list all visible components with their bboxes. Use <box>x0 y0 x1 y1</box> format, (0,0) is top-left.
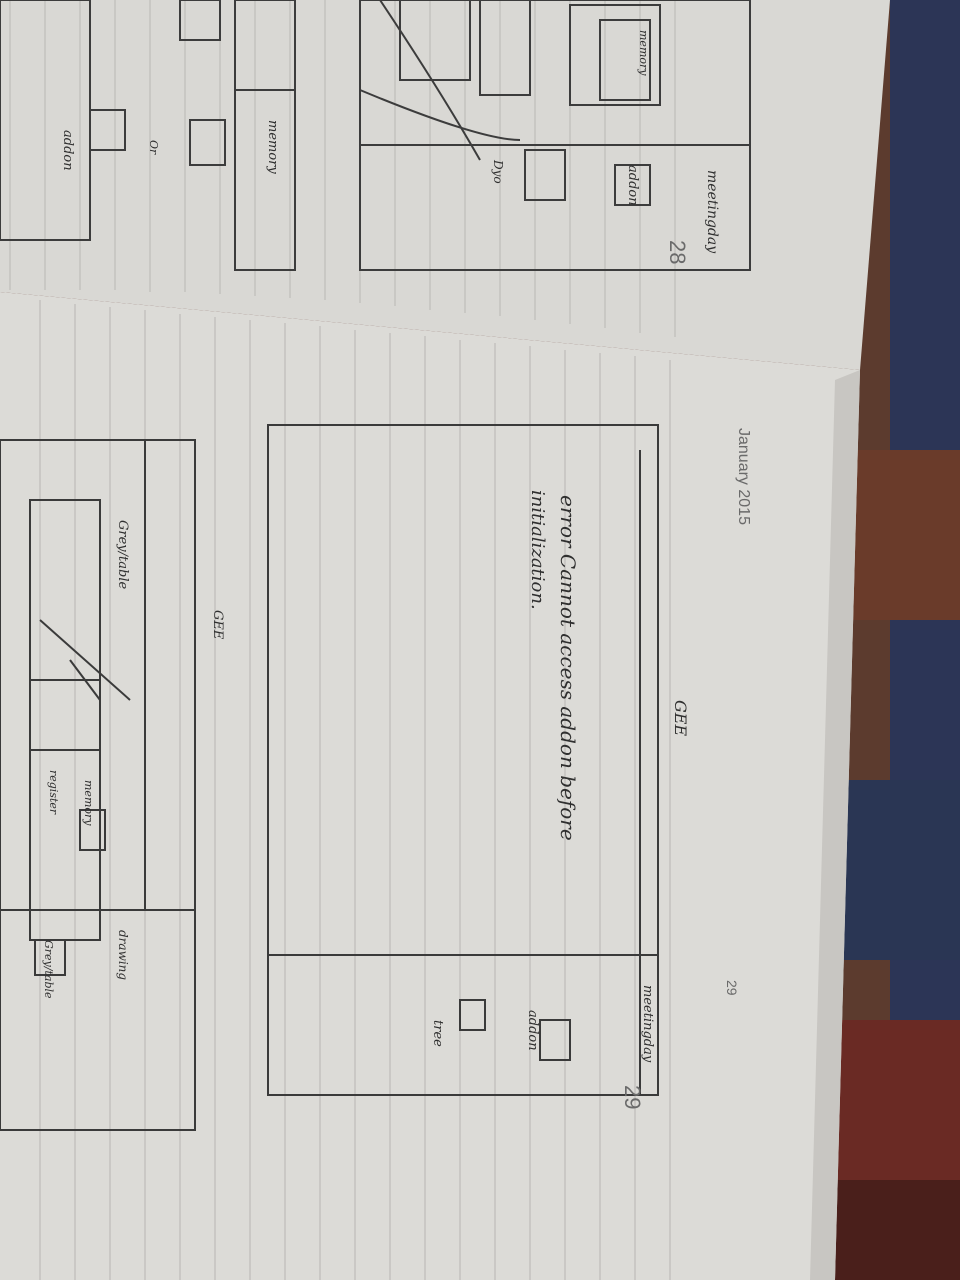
tree-label: tree <box>430 1020 445 1047</box>
lower-page-month-title: January 2015 <box>735 428 752 525</box>
lower-mini-calendar-title: 29 <box>724 980 740 996</box>
upper-memory-label: memory <box>637 30 650 76</box>
upper-memory-label-2: memory <box>265 120 280 174</box>
lower-day-number: 29 <box>620 1085 645 1110</box>
error-note-line-2: initialization. <box>527 490 548 610</box>
grey-table-label-2: Grey/table <box>42 940 55 999</box>
memory-label: memory <box>82 780 95 826</box>
register-label: register <box>47 770 60 815</box>
fabric-band-blue <box>830 780 960 960</box>
error-note-line-1: error Cannot access addon before <box>556 495 580 841</box>
upper-dyo-label: Dyo <box>491 160 505 184</box>
upper-addon-label: addon <box>625 165 640 206</box>
lower-meetingday-note: meetingday <box>640 985 655 1063</box>
upper-or-label: Or <box>147 140 160 155</box>
lower-gee-label: GEE <box>210 610 225 640</box>
upper-day-number: 28 <box>665 240 690 265</box>
upper-addon-label-2: addon <box>60 130 75 171</box>
drawing-label: drawing <box>116 930 130 981</box>
gee-title: GEE <box>671 700 690 737</box>
upper-meetingday-note: meetingday <box>704 170 720 254</box>
grey-table-label: Grey/table <box>115 520 130 590</box>
addon-label: addon <box>525 1010 540 1051</box>
